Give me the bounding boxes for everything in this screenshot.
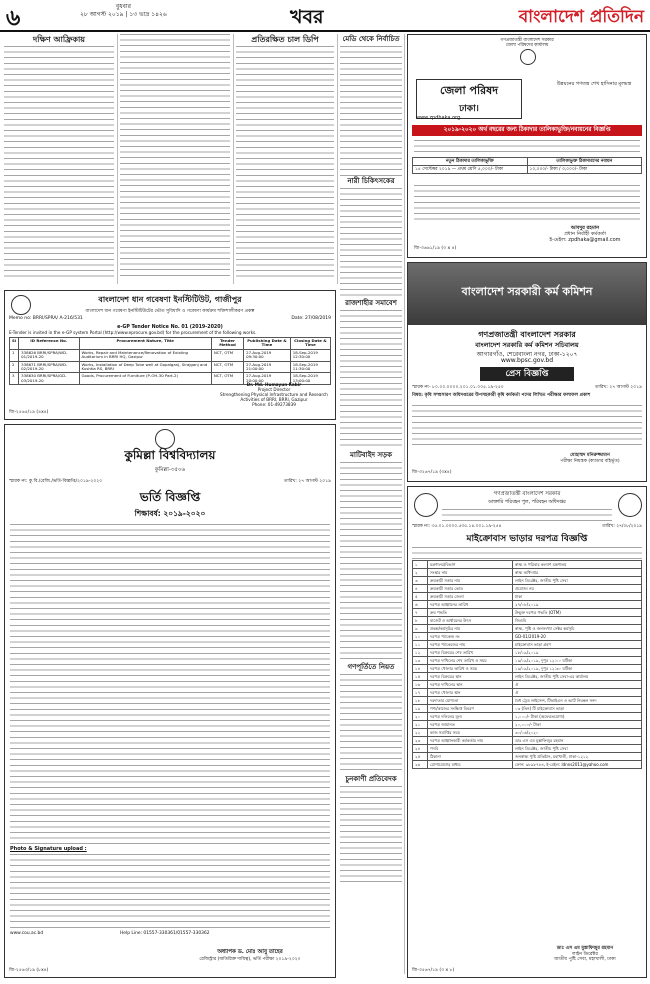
- row-value: জিওবি: [513, 617, 642, 625]
- dc-th-renew: তালিকাভুক্ত ঠিকাদারদের নবায়ন: [527, 158, 642, 166]
- comilla-website[interactable]: www.cou.ac.bd: [10, 931, 44, 936]
- row-value: ১৮/০৯/২০১৯: [513, 649, 642, 657]
- headline-mati: মাটিবাইদ সড়ক: [350, 450, 392, 459]
- dc-subtitle: ঢাকা।: [459, 104, 479, 114]
- table-row: [413, 617, 642, 625]
- row-label: দরপত্র জামানত: [428, 721, 513, 729]
- table-row: [413, 569, 642, 577]
- table-row: [413, 593, 642, 601]
- mb-signer: ডাঃ এস এম মুস্তাফিজুর রহমান: [556, 946, 614, 952]
- row-label: পণ্য/কাজের সংক্ষিপ্ত বিবরণ: [428, 705, 513, 713]
- news-column-4: [340, 34, 402, 974]
- brri-signer-org: Strengthening Physical Infrastructure and Research Activities of BRRI, BRRI, Gazipur: [220, 392, 328, 402]
- mb-memo: স্মারক নং: ৩৫.০১.০০০০.৫৩৫.১৪.০০১.১৯-২৫৪: [412, 524, 502, 529]
- article-text-2: [120, 34, 230, 278]
- row-number: ২: [413, 569, 428, 577]
- photo-signature-heading: Photo & Signature upload :: [10, 846, 87, 852]
- row-number: ৫: [413, 593, 428, 601]
- admission-title: ভর্তি বিজ্ঞপ্তি: [139, 490, 201, 504]
- row-label: দরপত্র দলিলের মূল্য: [428, 713, 513, 721]
- row-number: ৪: [413, 585, 428, 593]
- table-row: [413, 721, 642, 729]
- row-number: ১৮: [413, 697, 428, 705]
- dc-cell-fee: ১০,০০০/- টাকা / ৩,০০০/- টাকা: [527, 166, 642, 174]
- bpsc-banner-text: বাংলাদেশ সরকারী কর্ম কমিশন: [461, 285, 593, 298]
- row-label: দরপত্র প্যাকেজ নং: [428, 633, 513, 641]
- row-label: বাজেট ও অর্থায়নের উৎস: [428, 617, 513, 625]
- table-row: [413, 761, 642, 769]
- comilla-signer: অধ্যাপক ড. মোঃ আবু তাহের: [217, 949, 283, 955]
- row-label: যোগাযোগের মাধ্যম: [428, 761, 513, 769]
- page-number: ৬: [6, 5, 21, 31]
- admission-session: শিক্ষাবর্ষ: ২০১৯-২০২০: [134, 509, 206, 518]
- row-value: বৈধ ট্রেড লাইসেন্স, টিআইএন ও ভ্যাট নিবন্ধন সনদ: [513, 697, 642, 705]
- row-label: দরপত্র আহ্বানের তারিখ: [428, 601, 513, 609]
- brri-title: বাংলাদেশ ধান গবেষণা ইনস্টিটিউট, গাজীপুর: [98, 294, 242, 304]
- row-value: ১৯/০৯/২০১৯, দুপুর ১২:০০ ঘটিকা: [513, 657, 642, 665]
- row-value: ঐ: [513, 681, 642, 689]
- bpsc-gov: গণপ্রজাতন্ত্রী বাংলাদেশ সরকার: [478, 330, 576, 339]
- table-row: [413, 641, 642, 649]
- header-day: বুধবার: [115, 3, 131, 10]
- comilla-helpline: Help Line: 01557-330361/01557-330362: [120, 931, 210, 936]
- brri-tender-ad: [4, 290, 336, 420]
- mb-table: [412, 560, 642, 769]
- row-value: লাইন ডিরেক্টর, জাতীয় পুষ্টি সেবা: [513, 577, 642, 585]
- table-row: 2 338671 BRRI/SPRA/WD-02/2019-20 Works, Installation of Deep Tube well at Gopalganj, Sirajganj and Kushtia RS, BRRI NCT, OTM 27-Aug-2019 21:00:00 18-Sep-2019 11:30:00: [10, 361, 331, 373]
- row-value: ঢাকা: [513, 593, 642, 601]
- bpsc-signer-title: পরীক্ষা নিয়ন্ত্রক (ক্যাডার বহির্ভূত): [560, 458, 620, 464]
- row-label: দরপত্র দাখিলের শেষ তারিখ ও সময়: [428, 657, 513, 665]
- row-number: ১৪: [413, 665, 428, 673]
- brri-tender-notice: e-GP Tender Notice No. 01 (2019-2020): [117, 325, 223, 330]
- brri-ref: জি-২৫৬৫/১৯ (৪x৪): [9, 410, 49, 415]
- table-row: [413, 585, 642, 593]
- row-value: ০৩ (তিন) টি মাইক্রোবাস ভাড়া: [513, 705, 642, 713]
- row-value: স্বাস্থ্য অধিদপ্তর: [513, 569, 642, 577]
- headline-auction: মেডি থেকে নির্বাচিত: [342, 34, 400, 43]
- row-number: ১০: [413, 633, 428, 641]
- row-number: ১১: [413, 641, 428, 649]
- row-value: ডাঃ এস এম মুস্তাফিজুর রহমান: [513, 737, 642, 745]
- headline-south: দক্ষিণ আফ্রিকায়: [32, 34, 86, 44]
- dc-title-box: [416, 79, 522, 119]
- brri-signer: Dr. Md. Humayun Kabir: [246, 382, 302, 387]
- news-column-2: [120, 34, 230, 282]
- article-text-4b: [340, 188, 402, 298]
- row-label: ক্রয় পদ্ধতি: [428, 609, 513, 617]
- row-number: ১: [413, 561, 428, 569]
- health-logo-icon: [618, 493, 642, 517]
- dc-gov-line: গণপ্রজাতন্ত্রী বাংলাদেশ সরকার: [500, 38, 554, 43]
- table-row: [413, 625, 642, 633]
- row-number: ২৬: [413, 761, 428, 769]
- article-text-4a: [340, 46, 402, 176]
- comilla-signer-title: রেজিস্ট্রার (অতিরিক্ত দায়িত্ব), ভর্তি পরীক্ষা ২০১৯-২০২০: [199, 957, 301, 962]
- row-number: ১৫: [413, 673, 428, 681]
- dc-cell-date: ১৫ সেপ্টেম্বর ২০১৯ — প্রথম শ্রেণি ৫,০০০/- টাকা: [413, 166, 528, 174]
- row-value: লাইন ডিরেক্টর, জাতীয় পুষ্টি সেবা: [513, 745, 642, 753]
- headline-chuk: চুনকাণী প্রতিবেদক: [345, 774, 397, 783]
- row-label: দরদাতার যোগ্যতা: [428, 697, 513, 705]
- headline-dengue: প্রতিরক্ষিত চাল ডিপি: [251, 34, 319, 44]
- article-text-4e: [340, 674, 402, 774]
- dc-notice-bar: ২০১৯-২০২০ অর্থ বছরের জন্য ঠিকাদার তালিকাভুক্তি/নবায়নের বিজ্ঞপ্তি: [412, 125, 642, 136]
- header-date: [80, 3, 167, 19]
- row-label: দরপত্র খোলার স্থান: [428, 689, 513, 697]
- brri-table: [9, 337, 331, 385]
- table-row: [413, 609, 642, 617]
- row-number: ২৪: [413, 745, 428, 753]
- row-value: ঐ: [513, 689, 642, 697]
- dc-website[interactable]: www.zpdhaka.org: [416, 115, 461, 121]
- row-value: ১৯/০৯/২০১৯, দুপুর ১২:৩০ ঘটিকা: [513, 665, 642, 673]
- dc-office-line: জেলা পরিষদের কার্যালয়: [505, 43, 549, 49]
- table-row: [413, 577, 642, 585]
- row-value: জনস্বাস্থ্য পুষ্টি প্রতিষ্ঠান, মহাখালী, ঢাকা-১২১২: [513, 753, 642, 761]
- brri-memo: Memo no: BRRI/SPRA/ A-216/531: [9, 316, 83, 321]
- brri-signature: [219, 382, 329, 407]
- row-value: স্বাস্থ্য, পুষ্টি ও জনসংখ্যা সেক্টর কর্মসূচি: [513, 625, 642, 633]
- row-label: মন্ত্রণালয়/বিভাগ: [428, 561, 513, 569]
- table-row: [413, 633, 642, 641]
- row-label: দরপত্র প্যাকেজের নাম: [428, 641, 513, 649]
- brri-subtitle: বাংলাদেশ ধান গবেষণা ইনস্টিটিউটের ভৌত সুবিধাদি ও গবেষণা কার্যক্রম শক্তিশালীকরণ প্রকল্প: [85, 309, 255, 314]
- mb-title: মাইক্রোবাস ভাড়ার দরপত্র বিজ্ঞপ্তি: [466, 534, 588, 544]
- mb-signer-org: জাতীয় পুষ্টি সেবা, মহাখালী, ঢাকা: [554, 957, 616, 963]
- row-value: GD-01/2019-20: [513, 633, 642, 641]
- dc-signer: আবদুর রহমান: [570, 225, 600, 231]
- mb-gov: গণপ্রজাতন্ত্রী বাংলাদেশ সরকার: [493, 491, 561, 497]
- dc-title: জেলা পরিষদ: [439, 84, 499, 97]
- row-number: ১৯: [413, 705, 428, 713]
- bpsc-signer: মোহাম্মদ মনিরুজ্জামান: [570, 453, 610, 458]
- row-value: ১,০০০/- টাকা (অফেরতযোগ্য): [513, 713, 642, 721]
- brri-egp-line: E-Tender is invited in the e-GP system Portal (http://www.eprocure.gov.bd) for the procurement of the following works.: [9, 330, 257, 335]
- table-row: [413, 689, 642, 697]
- microbus-tender-ad: [407, 486, 647, 978]
- row-value: ২০,০০০/- টাকা: [513, 721, 642, 729]
- mb-ref: জি-৩৫৬৭/১৯ (৩ x ৮): [412, 968, 455, 973]
- brri-signer-title: Project Director: [257, 387, 291, 392]
- admission-body: [10, 524, 330, 844]
- article-text-4f: [340, 786, 402, 886]
- comilla-university-ad: [4, 424, 336, 978]
- mb-signer-title: লাইন ডিরেক্টর: [572, 951, 598, 957]
- brri-table-header: Sl ID Reference No. Procurement Nature, Title Tender Method Publishing Date & Time Closing Date & Time: [10, 338, 331, 350]
- row-number: ১৬: [413, 681, 428, 689]
- newspaper-logo: বাংলাদেশ প্রতিদিন: [518, 7, 644, 27]
- row-value: উন্মুক্ত দরপত্র পদ্ধতি (OTM): [513, 609, 642, 617]
- brri-date: Date: 27/08/2019: [291, 316, 331, 321]
- row-number: ২১: [413, 721, 428, 729]
- table-row: [413, 673, 642, 681]
- dc-th-new: নতুন ঠিকাদার তালিকাভুক্তি: [413, 158, 528, 166]
- article-text-3: [236, 46, 334, 278]
- row-label: ঠিকানা: [428, 753, 513, 761]
- dc-ref: জি-৩৬৬১/১৯ (৩ x ৪): [414, 246, 457, 251]
- comilla-subtitle: কুমিল্লা-৩৫০৬: [154, 467, 186, 473]
- bpsc-press-ad: [407, 262, 647, 482]
- bpsc-signature: [540, 453, 640, 464]
- mb-date: তারিখ: ২৭/০৮/২০১৯: [602, 524, 642, 529]
- row-label: ক্রয়কারী সত্তার নাম: [428, 577, 513, 585]
- row-label: দরপত্র খোলার তারিখ ও সময়: [428, 665, 513, 673]
- govt-seal-icon: [520, 49, 536, 65]
- row-number: ১৩: [413, 657, 428, 665]
- article-text-4d: [340, 462, 402, 662]
- table-row: [413, 713, 642, 721]
- row-label: প্রকল্প/কর্মসূচির নাম: [428, 625, 513, 633]
- row-label: দরপত্র বিক্রয়ের শেষ তারিখ: [428, 649, 513, 657]
- row-number: ৩: [413, 577, 428, 585]
- row-number: ৯: [413, 625, 428, 633]
- university-logo-icon: [155, 429, 175, 449]
- row-label: দরপত্র বিক্রয়ের স্থান: [428, 673, 513, 681]
- article-text-4c: [340, 310, 402, 450]
- comilla-signature: [175, 949, 325, 963]
- row-number: ১২: [413, 649, 428, 657]
- table-row: [413, 753, 642, 761]
- headline-rajshahi: রাজশাহীর সমাবেশ: [345, 298, 397, 307]
- dc-table: [412, 157, 642, 174]
- district-council-ad: [407, 34, 647, 258]
- table-row: [413, 601, 642, 609]
- row-label: ক্রয়কারী সত্তার কোড: [428, 585, 513, 593]
- row-number: ৮: [413, 617, 428, 625]
- dc-chairman: উন্নয়নের গণতন্ত্র শেখ হাসিনার মূলমন্ত্র: [556, 81, 632, 87]
- row-value: ফোন: ৯৮৯৮৭৮৪, ই-মেইল: ldnns2011@yahoo.com: [513, 761, 642, 769]
- comilla-ref: জি-২৫৬৩/১৯ (৮x৪): [9, 968, 49, 973]
- article-text-1: [4, 46, 114, 278]
- table-row: [413, 737, 642, 745]
- row-label: দরপত্র দাখিলের স্থান: [428, 681, 513, 689]
- table-row: [413, 649, 642, 657]
- headline-gonopur: গণপূর্তিতে নিয়ত: [347, 662, 395, 671]
- row-label: সংস্থার নাম: [428, 569, 513, 577]
- row-label: ক্রয়কারী সত্তার জেলা: [428, 593, 513, 601]
- bpsc-address: আগারগাঁও, শেরেবাংলা নগর, ঢাকা-১২০৭: [476, 351, 578, 358]
- dc-signer-title: প্রধান নির্বাহী কর্মকর্তা: [564, 231, 606, 237]
- gov-emblem-icon: [414, 493, 438, 517]
- row-number: ৬: [413, 601, 428, 609]
- row-number: ২৫: [413, 753, 428, 761]
- row-number: ২০: [413, 713, 428, 721]
- news-column-3: [236, 34, 334, 282]
- table-row: [413, 729, 642, 737]
- dc-sign-email: ই-মেইল: zpdhaka@gmail.com: [549, 237, 621, 243]
- comilla-memo: স্মারক নং: কু.বি./রেজি./ভর্তি-বিজ্ঞপ্তি/২০১৯-২০২০: [9, 479, 103, 484]
- row-value: লাইন ডিরেক্টর, জাতীয় পুষ্টি সেবা-এর কার্যালয়: [513, 673, 642, 681]
- row-value: প্রযোজ্য নয়: [513, 585, 642, 593]
- press-release-label: প্রেস বিজ্ঞপ্তি: [480, 367, 574, 381]
- bpsc-subject: বিষয়: কৃষি সম্প্রসারণ অধিদপ্তরের উপসহকারী কৃষি কর্মকর্তা পদের লিখিত পরীক্ষার ফলাফল প্রকাশ: [412, 393, 591, 398]
- row-number: ২৩: [413, 737, 428, 745]
- row-label: কাজ সমাপ্তির সময়: [428, 729, 513, 737]
- row-number: ৭: [413, 609, 428, 617]
- bpsc-secretariat: বাংলাদেশ সরকারি কর্ম কমিশন সচিবালয়: [475, 341, 579, 349]
- row-label: পদবি: [428, 745, 513, 753]
- row-value: ৩০/০৬/২০২০: [513, 729, 642, 737]
- bpsc-date: তারিখ: ২৭ আগস্ট ২০১৯: [594, 385, 642, 390]
- news-column-1: [4, 34, 114, 282]
- table-row: [413, 681, 642, 689]
- table-row: [413, 745, 642, 753]
- dc-signature: [530, 225, 640, 243]
- mb-signature: [530, 946, 640, 963]
- row-number: ১৭: [413, 689, 428, 697]
- table-row: [413, 665, 642, 673]
- row-value: মাইক্রোবাস ভাড়া গ্রহণ: [513, 641, 642, 649]
- section-title: খবর: [290, 6, 324, 28]
- row-label: দরপত্র আহ্বানকারী কর্মকর্তার নাম: [428, 737, 513, 745]
- comilla-title: কুমিল্লা বিশ্ববিদ্যালয়: [124, 448, 216, 462]
- header-date-line: ২৮ আগস্ট ২০১৯ | ১৩ ভাদ্র ১৪২৬: [80, 11, 167, 18]
- row-value: ২৭/০৮/২০১৯: [513, 601, 642, 609]
- bpsc-ref: জি-৩২৬৭/১৯ (৩x৪): [412, 470, 452, 475]
- headline-nari: নারী চিকিৎসকের: [347, 176, 395, 185]
- table-row: 3 338630 BRRI/SPRA/GD-03/2019-20 Goods, Procurement of Furniture (P-OH-30 Part-2) NCT, OTM 27-Aug-2019 20:00:00 18-Sep-2019 13:00:00: [10, 373, 331, 385]
- brri-phone: Phone: 01-49273839: [252, 402, 296, 407]
- mb-dept: ডাক্তারি পরিবহন পুল, পরিবহন অধিদপ্তর: [488, 500, 566, 505]
- table-row: [413, 705, 642, 713]
- table-row: 1 338626 BRRI/SPRA/WD-01/2019-20 Works, Repair and Maintenance/Renovation of Existing Auditorium in BRRI HQ, Gazipur NCT, OTM 27-Aug-2019 09:30:00 18-Sep-2019 12:30:00: [10, 349, 331, 361]
- bpsc-memo: স্মারক নং- ৮০.০০.০০০০.২০১.০১.০০৫.১৯-২৫০: [412, 385, 504, 390]
- row-value: স্বাস্থ্য ও পরিবার কল্যাণ মন্ত্রণালয়: [513, 561, 642, 569]
- page-header: [0, 0, 650, 32]
- table-row: [413, 561, 642, 569]
- bpsc-web[interactable]: www.bpsc.gov.bd: [500, 357, 554, 364]
- row-number: ২২: [413, 729, 428, 737]
- brri-logo-icon: [11, 295, 31, 315]
- table-row: [413, 657, 642, 665]
- admission-body-2: [10, 854, 330, 930]
- table-row: [413, 697, 642, 705]
- comilla-memo-date: তারিখ: ২৭ আগস্ট ২০১৯: [283, 479, 331, 484]
